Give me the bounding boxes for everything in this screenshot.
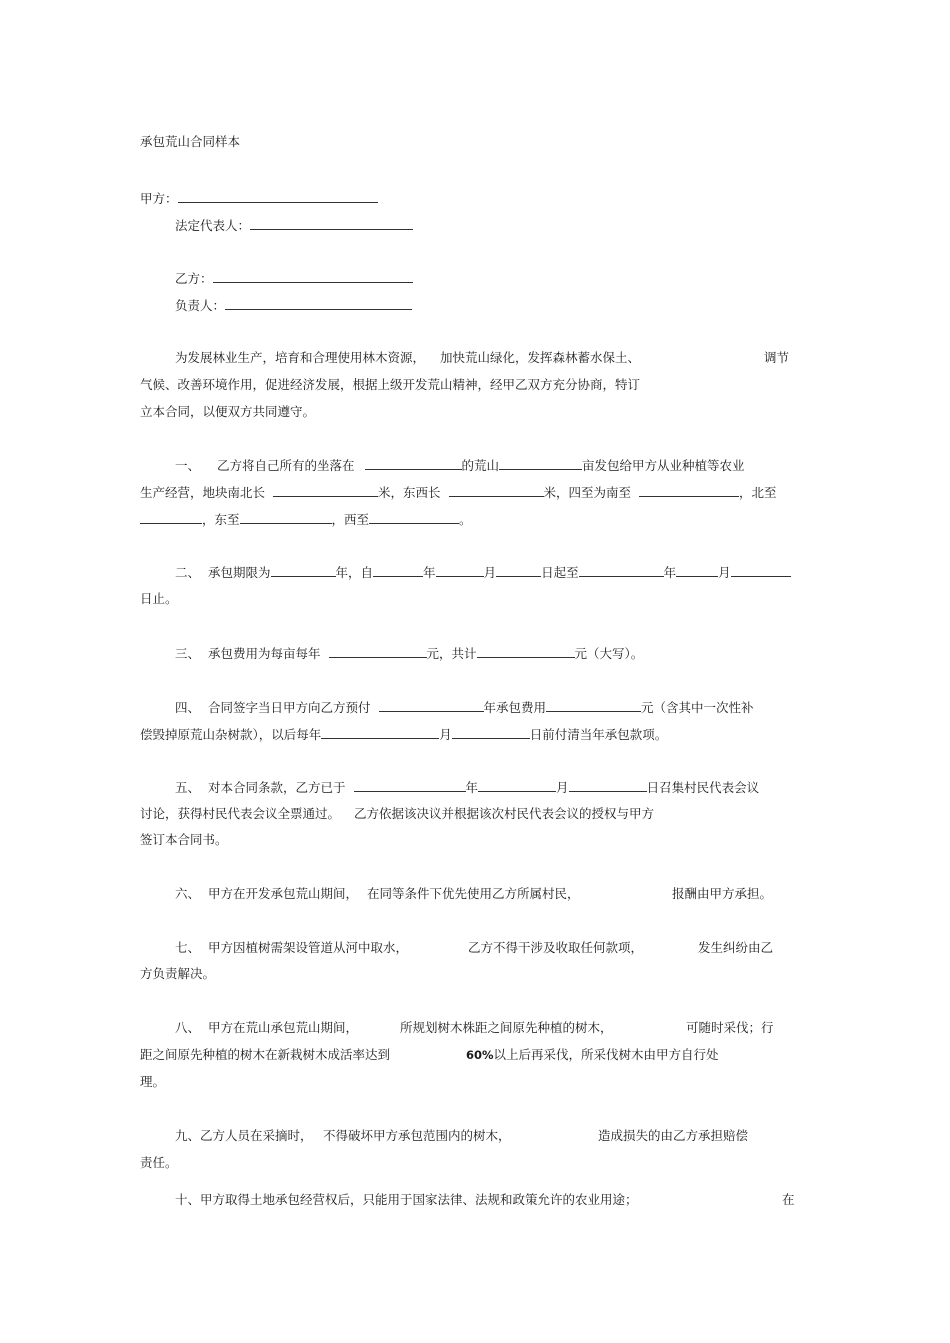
clause-1-text-b: 的荒山 bbox=[461, 458, 500, 473]
clause-5-text-b: 年 bbox=[465, 780, 479, 795]
clause-10-line-1a: 十、甲方取得土地承包经营权后，只能用于国家法律、法规和政策允许的农业用途； bbox=[175, 1192, 638, 1207]
clause-4-text-a: 合同签字当日甲方向乙方预付 bbox=[208, 700, 371, 715]
clause-1-number: 一、 bbox=[175, 458, 201, 473]
clause-2-text-c: 年 bbox=[423, 565, 436, 580]
preamble-line-3: 立本合同，以便双方共同遵守。 bbox=[140, 404, 316, 419]
clause-6-text-a: 甲方在开发承包荒山期间， bbox=[208, 886, 359, 901]
party-b-line bbox=[175, 270, 413, 287]
clause-4-line-1 bbox=[175, 699, 754, 716]
fee-per-mu-blank bbox=[329, 645, 427, 658]
clause-8-line-1a bbox=[175, 1020, 358, 1036]
north-south-length-blank bbox=[273, 484, 378, 497]
clause-9-line-1b: 不得破坏甲方承包范围内的树木， bbox=[323, 1128, 511, 1143]
clause-5-line-2 bbox=[140, 806, 654, 822]
party-b-blank bbox=[213, 270, 413, 283]
preamble-line-1a: 为发展林业生产，培育和合理使用林木资源， bbox=[175, 350, 426, 365]
clause-4-line-2 bbox=[140, 726, 667, 743]
clause-4-text-e: 月 bbox=[439, 727, 452, 742]
clause-3-number: 三、 bbox=[175, 646, 201, 661]
clause-8-line-2b bbox=[466, 1047, 719, 1063]
clause-2-text-f: 年 bbox=[663, 565, 677, 580]
clause-4-text-c: 元（含其中一次性补 bbox=[641, 700, 754, 715]
clause-2-text-a: 承包期限为 bbox=[208, 565, 271, 580]
clause-9-line-1c: 造成损失的由乙方承担赔偿 bbox=[598, 1128, 749, 1143]
party-b-rep-label: 负责人： bbox=[175, 298, 226, 313]
clause-8-line-1c: 可随时采伐；行 bbox=[686, 1020, 774, 1035]
party-a-blank bbox=[178, 190, 378, 203]
term-years-blank bbox=[271, 564, 336, 577]
clause-2-line-1 bbox=[175, 564, 791, 581]
clause-3-text-c: 元（大写）。 bbox=[574, 646, 644, 661]
clause-7-number: 七、 bbox=[175, 940, 201, 955]
clause-1-line-2 bbox=[140, 484, 777, 501]
clause-8-text-f: 以上后再采伐，所采伐树木由甲方自行处 bbox=[493, 1047, 719, 1062]
clause-3-line-1 bbox=[175, 645, 643, 662]
total-fee-blank bbox=[477, 645, 575, 658]
clause-7-line-2: 方负责解决。 bbox=[140, 966, 216, 981]
party-b-rep-blank bbox=[225, 297, 412, 310]
prepaid-amount-blank bbox=[546, 699, 641, 712]
start-year-blank bbox=[373, 564, 423, 577]
clause-6-line-1a bbox=[175, 886, 358, 902]
preamble-line-1c: 调节 bbox=[764, 350, 790, 365]
clause-5-line-3: 签订本合同书。 bbox=[140, 832, 228, 847]
east-west-length-blank bbox=[449, 484, 544, 497]
clause-10-line-1b: 在 bbox=[782, 1192, 795, 1207]
meeting-year-blank bbox=[354, 779, 466, 792]
clause-1-text-a: 乙方将自己所有的坐落在 bbox=[217, 458, 355, 473]
clause-1-text-c: 亩发包给甲方从业种植等农业 bbox=[582, 458, 745, 473]
clause-6-number: 六、 bbox=[175, 886, 201, 901]
clause-6-line-1b: 在同等条件下优先使用乙方所属村民， bbox=[367, 886, 580, 901]
party-a-rep-line bbox=[175, 217, 413, 234]
clause-1-text-h: ，东至 bbox=[202, 512, 240, 527]
clause-5-text-d: 日召集村民代表会议 bbox=[646, 780, 760, 795]
clause-5-text-a: 对本合同条款，乙方已于 bbox=[208, 780, 346, 795]
document-title: 承包荒山合同样本 bbox=[140, 134, 241, 149]
area-blank bbox=[499, 457, 582, 470]
payment-month-blank bbox=[321, 726, 439, 739]
end-year-blank bbox=[579, 564, 664, 577]
clause-5-text-e: 讨论，获得村民代表会议全票通过。 bbox=[140, 806, 341, 821]
end-month-blank bbox=[676, 564, 718, 577]
clause-2-number: 二、 bbox=[175, 565, 201, 580]
start-month-blank bbox=[436, 564, 484, 577]
clause-2-text-e: 日起至 bbox=[541, 565, 579, 580]
clause-5-number: 五、 bbox=[175, 780, 201, 795]
clause-1-text-g: ，北至 bbox=[739, 485, 777, 500]
party-a-rep-blank bbox=[250, 217, 413, 230]
clause-8-line-2a: 距之间原先种植的树木在新栽树木成活率达到 bbox=[140, 1047, 391, 1062]
west-boundary-blank bbox=[369, 511, 459, 524]
clause-5-text-c: 月 bbox=[556, 780, 569, 795]
clause-2-text-b: 年，自 bbox=[335, 565, 374, 580]
clause-1-text-f: 米，四至为南至 bbox=[543, 485, 632, 500]
clause-7-text-a: 甲方因植树需架设管道从河中取水， bbox=[208, 940, 409, 955]
clause-1-text-j: 。 bbox=[459, 512, 472, 527]
clause-2-text-d: 月 bbox=[483, 565, 497, 580]
clause-1-line-3 bbox=[140, 511, 472, 528]
meeting-month-blank bbox=[478, 779, 556, 792]
party-a-line bbox=[140, 190, 378, 207]
preamble-line-1b: 加快荒山绿化，发挥森林蓄水保土、 bbox=[440, 350, 641, 365]
clause-1-text-i: ，西至 bbox=[331, 512, 370, 527]
clause-2-text-g: 月 bbox=[718, 565, 731, 580]
clause-1-line-1 bbox=[175, 457, 745, 474]
clause-7-line-1b: 乙方不得干涉及收取任何款项， bbox=[468, 940, 644, 955]
clause-7-line-1a bbox=[175, 940, 408, 956]
meeting-day-blank bbox=[569, 779, 647, 792]
clause-3-text-b: 元，共计 bbox=[426, 646, 477, 661]
clause-4-text-d: 偿毁掉原荒山杂树款），以后每年 bbox=[140, 727, 322, 742]
south-boundary-blank bbox=[639, 484, 739, 497]
location-blank bbox=[365, 457, 462, 470]
party-a-rep-label: 法定代表人： bbox=[175, 218, 251, 233]
clause-4-text-f: 日前付清当年承包款项。 bbox=[529, 727, 668, 742]
prepaid-years-blank bbox=[379, 699, 484, 712]
clause-4-text-b: 年承包费用 bbox=[483, 700, 547, 715]
preamble-line-2: 气候、改善环境作用，促进经济发展，根据上级开发荒山精神，经甲乙双方充分协商，特订 bbox=[140, 377, 641, 392]
clause-5-line-1 bbox=[175, 779, 759, 796]
party-b-label: 乙方： bbox=[175, 271, 213, 286]
clause-2-line-2: 日止。 bbox=[140, 591, 178, 606]
end-day-blank bbox=[731, 564, 791, 577]
clause-7-line-1c: 发生纠纷由乙 bbox=[698, 940, 774, 955]
clause-5-text-f: 乙方依据该决议并根据该次村民代表会议的授权与甲方 bbox=[354, 806, 655, 821]
party-b-rep-line bbox=[175, 297, 412, 314]
payment-day-blank bbox=[452, 726, 530, 739]
start-day-blank bbox=[496, 564, 541, 577]
clause-8-text-a: 甲方在荒山承包荒山期间， bbox=[208, 1020, 359, 1035]
clause-6-line-1c: 报酬由甲方承担。 bbox=[672, 886, 773, 901]
clause-1-text-d: 生产经营，地块南北长 bbox=[140, 485, 266, 500]
party-a-label: 甲方： bbox=[140, 191, 178, 206]
clause-8-number: 八、 bbox=[175, 1020, 201, 1035]
clause-1-text-e: 米，东西长 bbox=[378, 485, 441, 500]
clause-3-text-a: 承包费用为每亩每年 bbox=[208, 646, 321, 661]
survival-rate-value: 60% bbox=[466, 1048, 494, 1062]
clause-8-line-3: 理。 bbox=[140, 1074, 166, 1089]
clause-4-number: 四、 bbox=[175, 700, 201, 715]
east-boundary-blank bbox=[240, 511, 332, 524]
clause-9-line-1a: 九、乙方人员在采摘时， bbox=[175, 1128, 313, 1143]
clause-8-line-1b: 所规划树木株距之间原先种植的树木， bbox=[400, 1020, 613, 1035]
north-boundary-blank bbox=[140, 511, 202, 524]
clause-9-line-2: 责任。 bbox=[140, 1155, 178, 1170]
